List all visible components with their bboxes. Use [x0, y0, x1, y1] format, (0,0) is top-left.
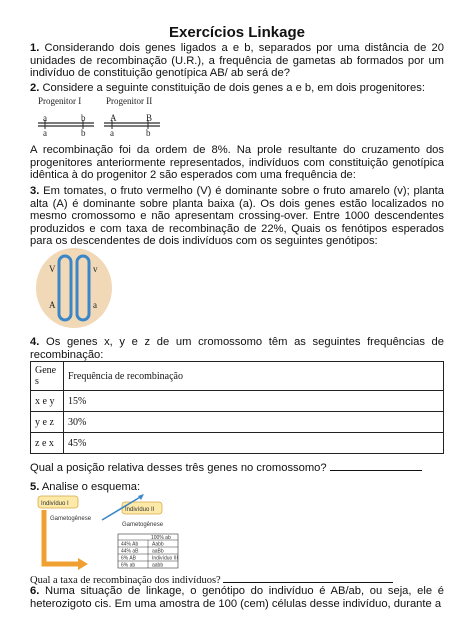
progenitor-2-label: Progenitor II	[106, 96, 153, 106]
question-4	[30, 336, 444, 361]
table-cell-frequency: 30%	[64, 412, 444, 433]
gamete-row-left: 44% Ab	[121, 541, 139, 548]
allele-v: v	[93, 264, 98, 274]
p2-top-allele-A: A	[110, 113, 117, 123]
gametogenesis-1-label: Gametogênese	[50, 516, 92, 522]
question-4-number: 4.	[30, 336, 40, 348]
p1-bottom-allele-a: a	[43, 128, 47, 138]
p1-top-allele-a: a	[43, 113, 47, 123]
allele-a: a	[93, 300, 97, 310]
recombination-table	[30, 361, 444, 454]
gamete-row-left: 44% aB	[121, 548, 139, 555]
cell-background	[36, 248, 112, 328]
question-5-question: Qual a taxa de recombinação dos indivíduos?	[30, 575, 221, 586]
progenitors-figure	[34, 94, 164, 138]
arrow-head-icon	[138, 494, 144, 500]
allele-A: A	[49, 300, 56, 310]
gametes-right-label: 100% ab	[151, 535, 171, 541]
gamete-row-left: 6% ab	[121, 562, 136, 569]
question-5-text: Analise o esquema:	[41, 481, 141, 493]
table-cell-genes: z e x	[31, 433, 64, 454]
question-1-number: 1.	[30, 42, 40, 54]
tomato-chromosomes-figure	[34, 246, 114, 330]
table-header-row	[31, 362, 444, 391]
answer-line[interactable]	[223, 573, 393, 583]
allele-V: V	[49, 264, 56, 274]
question-6-text: Numa situação de linkage, o genótipo do indivíduo é AB/ab, ou seja, ele é heterozigoto cis. Em uma amostra de 100 (cem) células desse indivíduo, durante a	[30, 585, 444, 610]
question-2-continuation	[30, 144, 444, 182]
gamete-row-right: Aabb	[152, 541, 164, 548]
answer-line[interactable]	[330, 460, 422, 471]
gamete-row-right: Indivíduo III	[152, 555, 178, 562]
gamete-row-right: aabb	[152, 562, 164, 569]
table-header-genes: Gene s	[31, 362, 64, 391]
progenitor-1-label: Progenitor I	[38, 96, 82, 106]
gamete-row-left: 6% AB	[121, 555, 137, 562]
table-cell-genes: x e y	[31, 391, 64, 412]
question-2-text-2: A recombinação foi da ordem de 8%. Na prole resultante do cruzamento dos progenitores anteriormente representados, indivíduos com constituição genotípica idêntica à do progenitor 2 são esperados com uma frequência de:	[30, 144, 444, 182]
question-5-number: 5.	[30, 481, 40, 493]
table-row	[31, 433, 444, 454]
question-6	[30, 585, 444, 610]
question-4-question: Qual a posição relativa desses três genes no cromossomo?	[30, 462, 327, 474]
table-cell-genes: y e z	[31, 412, 64, 433]
question-6-number: 6.	[30, 585, 40, 597]
table-row	[31, 412, 444, 433]
p2-bottom-allele-b: b	[146, 128, 151, 138]
question-2	[30, 82, 444, 95]
p1-top-allele-b: b	[81, 113, 86, 123]
question-5	[30, 481, 444, 494]
table-cell-frequency: 15%	[64, 391, 444, 412]
table-cell-frequency: 45%	[64, 433, 444, 454]
question-4-text: Os genes x, y e z de um cromossomo têm as seguintes frequências de recombinação:	[30, 336, 445, 361]
p1-bottom-allele-b: b	[81, 128, 86, 138]
table-row	[31, 391, 444, 412]
gamete-row-right: aaBb	[152, 548, 164, 555]
table-header-frequency: Frequência de recombinação	[64, 362, 444, 391]
question-1	[30, 42, 444, 80]
page-title: Exercícios Linkage	[169, 24, 305, 41]
question-2-text: Considere a seguinte constituição de dois genes a e b, em dois progenitores:	[42, 82, 425, 94]
question-3	[30, 185, 444, 248]
individual-1-label: Indivíduo I	[41, 501, 69, 507]
individual-2-label: Indivíduo II	[125, 507, 155, 513]
question-3-number: 3.	[30, 185, 40, 197]
p2-bottom-allele-a: a	[110, 128, 114, 138]
p2-top-allele-B: B	[146, 113, 153, 123]
question-2-number: 2.	[30, 82, 40, 94]
question-3-text: Em tomates, o fruto vermelho (V) é dominante sobre o fruto amarelo (v); planta alta (A) é dominante sobre planta baixa (a). Os dois genes estão localizados no mesmo cromossomo e não apresentam crossing-over. Entre 1000 descendentes produzidos e com taxa de recombinação de 22%, Quais os fenótipos esperados para os descendentes de dois indivíduos com os seguintes genótipos:	[30, 185, 444, 248]
scheme-figure	[30, 494, 220, 574]
gametogenesis-2-label: Gametogênese	[122, 522, 164, 528]
question-1-text: Considerando dois genes ligados a e b, separados por uma distância de 20 unidades de recombinação (U.R.), a frequência de gametas ab formados por um indivíduo de constituição genotípica AB/ ab será de?	[30, 42, 444, 80]
orange-arrow-head-icon	[78, 558, 88, 570]
question-4-prompt	[30, 460, 444, 475]
